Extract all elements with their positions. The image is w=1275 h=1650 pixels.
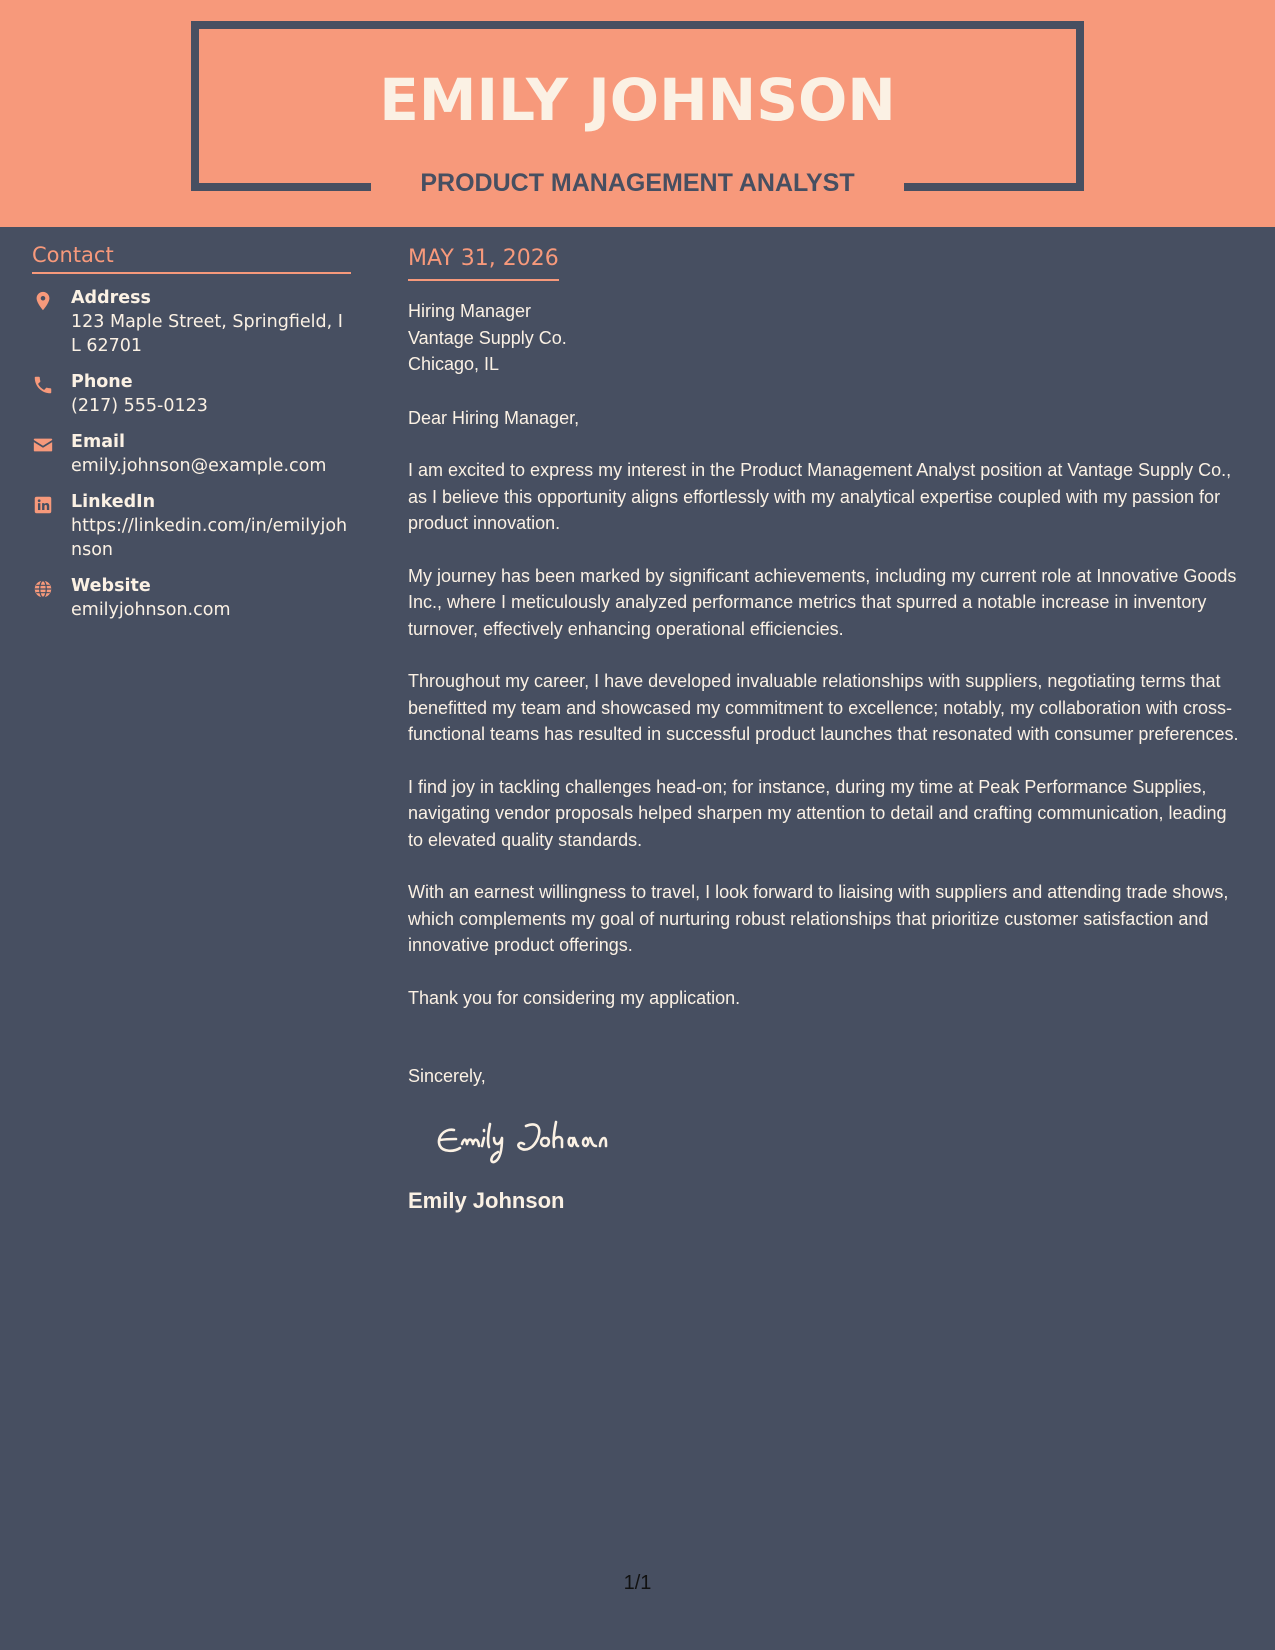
letter-body [408, 243, 1240, 1216]
website-label: Website [71, 576, 151, 596]
handwritten-signature [426, 1108, 1240, 1180]
letter-date: MAY 31, 2026 [408, 243, 559, 281]
phone-label: Phone [71, 372, 133, 392]
greeting: Dear Hiring Manager, [408, 407, 580, 428]
signature-drawing [426, 1108, 686, 1180]
recipient-line: Hiring Manager [408, 301, 532, 321]
paragraph: I am excited to express my interest in the Product Management Analyst position at Vantage Supply Co., as I believe this opportunity aligns effortlessly with my analytical expertise coupled with my passion for product innovation. [408, 460, 1232, 533]
linkedin-label: LinkedIn [71, 492, 156, 512]
recipient-block [408, 298, 1240, 378]
paragraph: Throughout my career, I have developed invaluable relationships with suppliers, negotiating terms that benefitted my team and showcased my commitment to excellence; notably, my collaboration with cross-functional teams has resulted in successful product launches that resonated with consumer preferences. [408, 671, 1239, 744]
envelope-icon [32, 434, 54, 456]
contact-phone [32, 370, 351, 418]
contact-email [32, 430, 351, 478]
closing: Sincerely, [408, 1066, 486, 1086]
paragraph: My journey has been marked by significant achievements, including my current role at Innovative Goods Inc., where I meticulously analyzed performance metrics that spurred a notable increase in inventory turnover, effectively enhancing operational efficiencies. [408, 565, 1237, 639]
recipient-line: Chicago, IL [408, 354, 500, 374]
map-pin-icon [32, 290, 54, 312]
paragraph: I find joy in tackling challenges head-on; for instance, during my time at Peak Performance Supplies, navigating vendor proposals helped sharpen my attention to detail and crafting communication, leading to elevated quality standards. [408, 776, 1227, 850]
signer-name: Emily Johnson [408, 1187, 565, 1213]
globe-icon [32, 578, 54, 600]
phone-icon [32, 374, 54, 396]
contact-website [32, 574, 351, 622]
address-label: Address [71, 288, 151, 308]
recipient-line: Vantage Supply Co. [408, 327, 567, 348]
page-number: 1/1 [623, 1572, 652, 1594]
applicant-name: EMILY JOHNSON [379, 66, 896, 134]
contact-sidebar [32, 240, 351, 634]
linkedin-value[interactable]: https://linkedin.com/in/emilyjohnson [71, 516, 348, 560]
address-value: 123 Maple Street, Springfield, IL 62701 [71, 312, 343, 356]
email-label: Email [71, 432, 125, 452]
contact-linkedin [32, 490, 351, 562]
contact-address [32, 286, 351, 358]
phone-value: (217) 555-0123 [71, 396, 208, 416]
contact-heading: Contact [32, 240, 351, 274]
email-value: emily.johnson@example.com [71, 456, 327, 476]
website-value[interactable]: emilyjohnson.com [71, 600, 231, 620]
linkedin-icon [32, 494, 54, 516]
paragraph: Thank you for considering my application. [408, 987, 741, 1008]
paragraph: With an earnest willingness to travel, I look forward to liaising with suppliers and attending trade shows, which complements my goal of nurturing robust relationships that prioritize customer satisfaction and innovative product offerings. [408, 882, 1229, 955]
job-title: PRODUCT MANAGEMENT ANALYST [420, 169, 855, 197]
